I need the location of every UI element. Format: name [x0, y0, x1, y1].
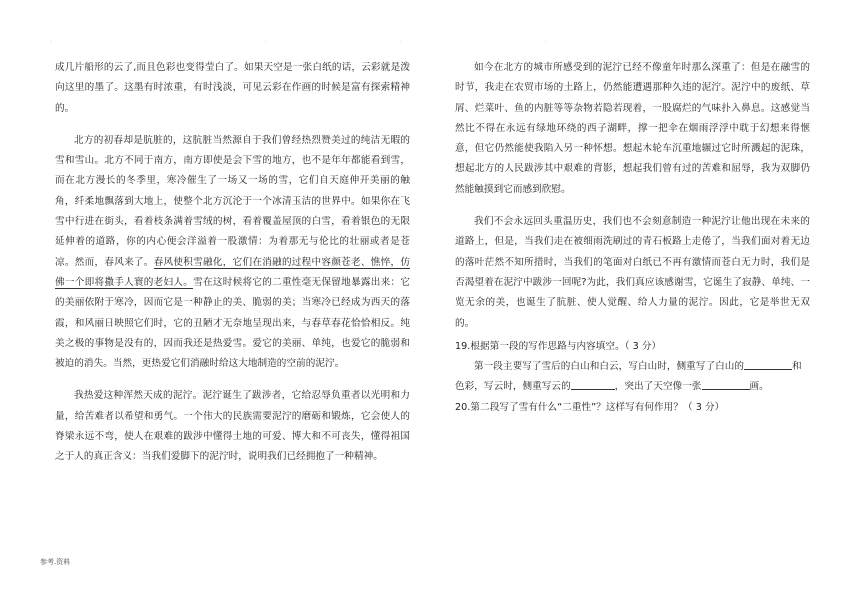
paragraph-text: 北方的初春却是肮脏的，这肮脏当然源自于我们曾经热烈赞美过的纯洁无暇的雪和雪山。北方不同于南方，南方即使是会下雪的地方，也不是年年都能看到雪，而在北方漫长的冬季里，寒冷催生了一场又一场的雪，它们自天庭伸开美丽的触角，纤柔地飘落到大地上，使整个北方沉沦于一个冰清玉洁的世界中。如果你在飞雪中行进在街头，看着枝条满着雪绒的树，看着覆盖屋顶的白雪，看着银色的无限延伸着的道路，你的内心便会洋溢着一股激情：为着那无与伦比的壮丽或者是苍凉。然而，春风来了。 — [55, 134, 410, 268]
question-19-title: 19.根据第一段的写作思路与内容填空。（ 3 分） — [455, 340, 662, 352]
footer-label: 参考.资料 — [40, 558, 71, 566]
right-column — [455, 58, 810, 418]
question-text: 画。 — [749, 381, 769, 393]
question-19-body — [455, 357, 810, 398]
question-text: 第一段主要写了雪后的白山和白云，写白山时，侧重写了白山的 — [474, 361, 745, 373]
answer-blank[interactable] — [744, 359, 792, 370]
paragraph-love-mud: 我热爱这种浑然天成的泥泞。泥泞诞生了跋涉者，它给忍辱负重者以光明和力量，给苦难者以希望和勇气。一个伟大的民族需要泥泞的磨砺和锻炼，它会使人的脊梁永远不弯，使人在艰难的跋涉中懂得土地的可爱、博大和不可丧失，懂得祖国之于人的真正含义：当我们爱脚下的泥泞时，说明我们已经拥抱了一种精神。 — [55, 390, 410, 463]
header-dot: . — [545, 37, 547, 44]
paragraph-history: 我们不会永远回头重温历史，我们也不会刻意制造一种泥泞让他出现在未来的道路上，但是，当我们走在被细雨洗刷过的青石板路上走倦了，当我们面对着无边的落叶茫然不知所措时，当我们的笔面对白纸已不再有激情而苍白无力时，我们是否渴望着在泥泞中跋涉一回呢?为此，我们真应该感谢雪，它诞生了寂静、单纯、一览无余的美，也诞生了肮脏、使人觉醒、给人力量的泥泞。因此，它是举世无双的。 — [455, 216, 810, 329]
answer-blank[interactable] — [571, 379, 615, 390]
paragraph-early-spring — [55, 131, 410, 375]
header-dot: . — [265, 37, 267, 44]
question-text: 和色彩，写云时，侧重写云的 — [455, 361, 802, 393]
header-dot: . — [400, 37, 402, 44]
paragraph-city-mud: 如今在北方的城市所感受到的泥泞已经不像童年时那么深重了：但是在融雪的时节，我走在农贸市场的土路上，仍然能遭遇那种久违的泥泞。泥泞中的废纸、草屑、烂菜叶、鱼的内脏等等杂物若隐若现着，一股腐烂的气味扑入鼻息。这感觉当然比不得在永远有绿地环绕的西子湖畔，撑一把伞在烟雨浮浮中耽于幻想来得惬意，但它仍然能使我陷入另一种怀想。想起木轮车沉重地辗过它时所溅起的泥珠，想起北方的人民跋涉其中艰难的背影，想起我们曾有过的苦难和屈辱，我为双脚仍然能触摸到它而感到欣慰。 — [455, 62, 810, 195]
answer-blank[interactable] — [702, 379, 750, 390]
paragraph-text: 雪在这时候将它的二重性毫无保留地暴露出来：它的美丽依附于寒冷，因而它是一种静止的美、脆弱的美；当寒冷已经成为西天的落霞，和风丽日映照它们时，它的丑陋才无奈地呈现出来，与春草春花恰恰相反。纯美之极的事物是没有的，因而我还是热爱雪。爱它的美丽、单纯，也爱它的脆弱和被迫的消失。当然，更热爱它们消融时给这大地制造的空前的泥泞。 — [55, 276, 410, 370]
underlined-sentence: 春风使积雪融化，它们在消融的过程中容颜苍老、憔悴，仿佛一个即将撒手人寰的老妇人。 — [55, 256, 410, 288]
paragraph-clouds: 成几片船形的云了,而且色彩也变得莹白了。如果天空是一张白纸的话，云彩就是泼向这里的墨了。这墨有时浓重，有时浅淡，可见云彩在作画的时候是富有探索精神的。 — [55, 62, 410, 114]
question-20-title: 20.第二段写了雪有什么“二重性”？这样写有何作用？（ 3 分） — [455, 401, 725, 413]
header-dot: . — [50, 37, 52, 44]
question-text: ，突出了天空像一张 — [614, 381, 702, 393]
left-column — [55, 58, 410, 480]
